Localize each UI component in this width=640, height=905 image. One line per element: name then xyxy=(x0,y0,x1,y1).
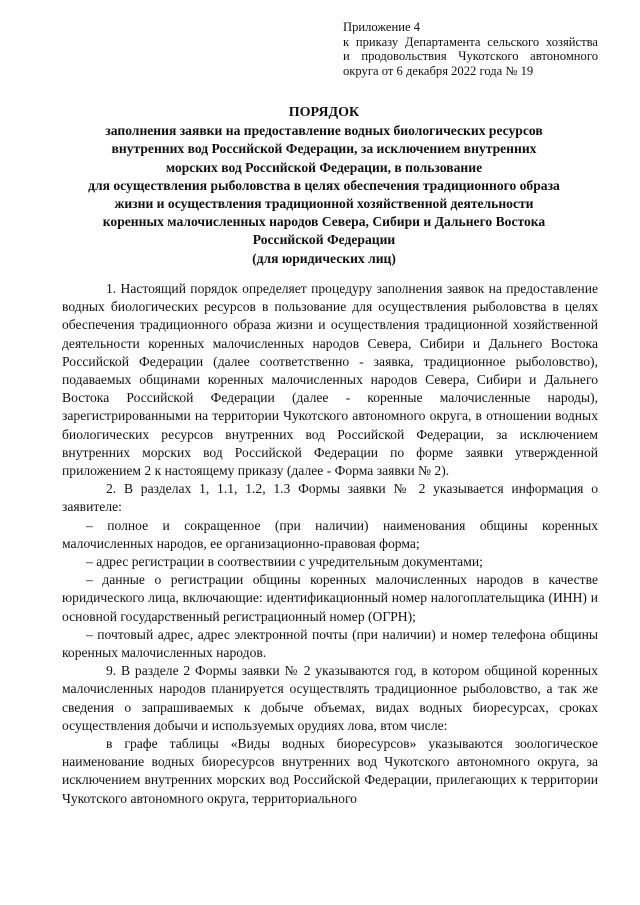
title-line: заполнения заявки на предоставление водных биологических ресурсов xyxy=(105,123,543,139)
title-line: (для юридических лиц) xyxy=(252,250,396,266)
list-item: – почтовый адрес, адрес электронной почты (при наличии) и номер телефона общины коренных малочисленных народов. xyxy=(62,626,598,661)
document-body xyxy=(62,280,598,808)
title-line: морских вод Российской Федерации, в пользование xyxy=(165,159,483,175)
title-line: внутренних вод Российской Федерации, за исключением внутренних xyxy=(111,141,537,157)
appendix-line: Приложение 4 xyxy=(343,20,421,34)
title-line: для осуществления рыболовства в целях обеспечения традиционного образа xyxy=(88,177,560,193)
appendix-header xyxy=(343,20,598,78)
title-main: ПОРЯДОК xyxy=(288,105,360,120)
paragraph-2: 2. В разделах 1, 1.1, 1.2, 1.3 Формы заявки № 2 указывается информация о заявителе: xyxy=(62,481,598,515)
title-line: Российской Федерации xyxy=(252,232,396,248)
list-item: – данные о регистрации общины коренных малочисленных народов в качестве юридического лица, включающие: идентификационный номер налогоплательщика (ИНН) и основной государственный регистрационный номер (ОГРН); xyxy=(62,572,598,624)
paragraph-1: 1. Настоящий порядок определяет процедуру заполнения заявок на предоставление водных биологических ресурсов в пользование для осуществления рыболовства в целях обеспечения традиционного образа жизни и осуществления традиционной хозяйственной деятельности коренных малочисленных народов Севера, Сибири и Дальнего Востока Российской Федерации (далее соответственно - заявка, традиционное рыболовство), подаваемых общинами коренных малочисленных народов Севера, Сибири и Дальнего Востока Российской Федерации (далее - коренные малочисленные народы), зарегистрированными на территории Чукотского автономного округа, в отношении водных биологических ресурсов внутренних вод Российской Федерации, за исключением внутренних морских вод Российской Федерации по форме заявки утвержденной приложением 2 к настоящему приказу (далее - Форма заявки № 2). xyxy=(62,281,598,479)
document-title xyxy=(50,104,598,268)
appendix-line: и продовольствия Чукотского автономного xyxy=(343,49,598,64)
list-item: – адрес регистрации в соотвествиии с учредительным документами; xyxy=(86,554,483,570)
appendix-line: округа от 6 декабря 2022 года № 19 xyxy=(343,63,534,78)
list-item: – полное и сокращенное (при наличии) наименования общины коренных малочисленных народов, ее организационно-правовая форма; xyxy=(62,517,598,551)
title-line: жизни и осуществления традиционной хозяйственной деятельности xyxy=(114,196,534,212)
appendix-line: к приказу Департамента сельского хозяйства xyxy=(343,34,598,49)
paragraph-10: в графе таблицы «Виды водных биоресурсов» указываются зоологическое наименование водных биоресурсов внутренних вод Чукотского автономного округа, за исключением внутренних морских вод Российской Федерации, прилегающих к территории Чукотского автономного округа, территориального xyxy=(62,736,598,806)
paragraph-9: 9. В разделе 2 Формы заявки № 2 указываются год, в котором общиной коренных малочисленных народов планируется осуществлять традиционное рыболовство, а так же сведения о запрашиваемых к добыче объемах, видах водных биоресурсах, сроках осуществления добычи и используемых орудиях лова, втом числе: xyxy=(62,663,598,733)
title-line: коренных малочисленных народов Севера, Сибири и Дальнего Востока xyxy=(102,214,546,230)
